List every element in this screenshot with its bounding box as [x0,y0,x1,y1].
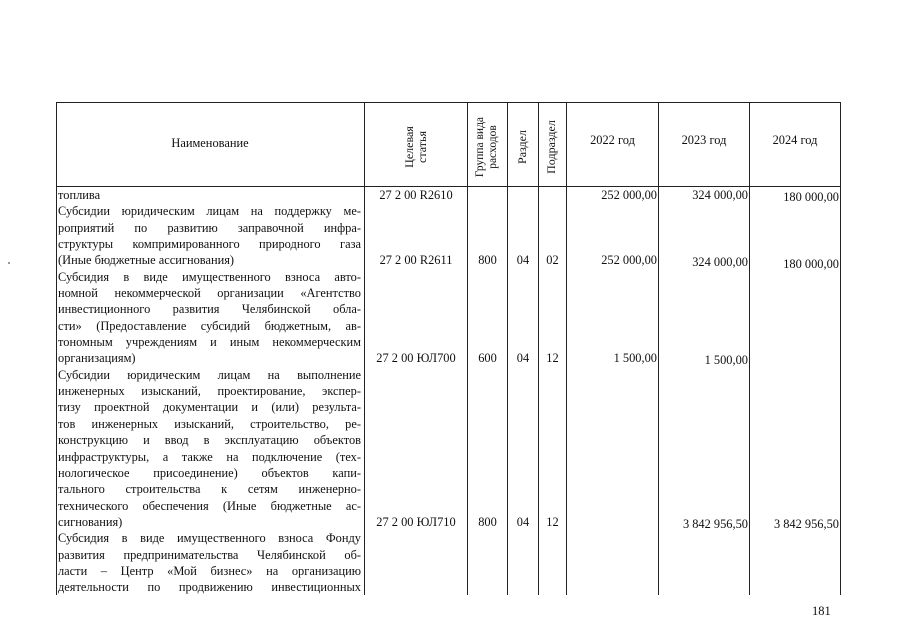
name-line: Субсидии юридическим лицам на поддержку ме- [58,204,361,219]
row-1-section: 04 [516,253,530,267]
page-number: 181 [812,604,831,618]
name-line: организациям) [58,351,136,366]
col-border-5 [566,102,567,595]
row-3-2023: 3 842 956,50 [682,517,748,531]
name-line: нологическое присоединение) объектов капи- [58,465,361,480]
name-line: структуры компримированного природного газа [58,237,361,252]
name-line: инженерных изысканий, проектирование, экспер- [58,384,361,399]
name-line: развития предпринимательства Челябинской об- [58,547,361,562]
scan-speck [8,262,10,264]
col-border-0 [56,102,57,595]
row-3-group: 800 [478,515,497,529]
name-line: (Иные бюджетные ассигнования) [58,253,235,268]
row-2-2022: 1 500,00 [613,351,657,365]
name-line: Субсидия в виде имущественного взноса Фонду [58,531,361,546]
header-expense-group: Группа вида расходов [474,116,499,178]
row-3-2024: 3 842 956,50 [773,517,839,531]
name-line: инвестиционного развития Челябинской обла- [58,302,361,317]
name-line: тального строительства к сетям инженерно- [58,482,361,497]
name-line: топлива [58,188,101,202]
row-2-subsection: 12 [546,351,559,365]
col-border-8 [840,102,841,595]
row-3-code: 27 2 00 ЮЛ710 [376,515,456,529]
row-1-2024: 180 000,00 [783,257,839,271]
row-1-subsection: 02 [546,253,559,267]
name-line: роприятий по развитию заправочной инфра- [58,220,361,235]
row-0-code: 27 2 00 R2610 [379,188,453,202]
header-subsection: Подраздел [544,120,558,174]
name-line: технического обеспечения (Иные бюджетные ас- [58,498,361,513]
name-line: сти» (Предоставление субсидий бюджетным, ав- [58,318,361,333]
header-2024: 2024 год [772,133,818,147]
name-line: тов инженерных изысканий, строительство, ре- [58,416,361,431]
row-1-code: 27 2 00 R2611 [379,253,453,267]
row-1-2022: 252 000,00 [601,253,657,267]
row-0-2024: 180 000,00 [783,190,839,204]
name-column [58,187,361,596]
name-line: тономным учреждениям и иным некоммерческим [58,335,361,350]
header-target-article: Целевая статья [402,126,429,168]
name-line: деятельности по продвижению инвестиционных [58,580,361,595]
row-2-code: 27 2 00 ЮЛ700 [376,351,456,365]
header-2022: 2022 год [590,133,635,147]
name-line: Субсидия в виде имущественного взноса авто- [58,269,361,284]
name-line: сигнования) [58,514,123,529]
name-line: Субсидии юридическим лицам на выполнение [58,367,361,382]
row-1-2023: 324 000,00 [692,255,748,269]
header-name: Наименование [171,136,249,150]
name-line: ласти – Центр «Мой бизнес» на организацию [58,563,361,578]
row-2-section: 04 [516,351,530,365]
row-2-group: 600 [478,351,497,365]
row-3-section: 04 [516,515,530,529]
row-1-group: 800 [478,253,497,267]
header-2023: 2023 год [681,133,727,147]
name-line: инфраструктуры, а также на подключение (тех- [58,449,361,464]
row-2-2023: 1 500,00 [704,353,748,367]
name-line: тизу проектной документации и (или) результа- [58,400,361,415]
name-line: номной некоммерческой организации «Агентство [58,286,361,301]
row-0-2022: 252 000,00 [601,188,657,202]
table-top-border [56,102,841,103]
name-line: конструкцию и ввод в эксплуатацию объектов [58,433,361,448]
header-section: Раздел [515,130,529,164]
row-0-2023: 324 000,00 [692,188,748,202]
row-3-subsection: 12 [546,515,559,529]
